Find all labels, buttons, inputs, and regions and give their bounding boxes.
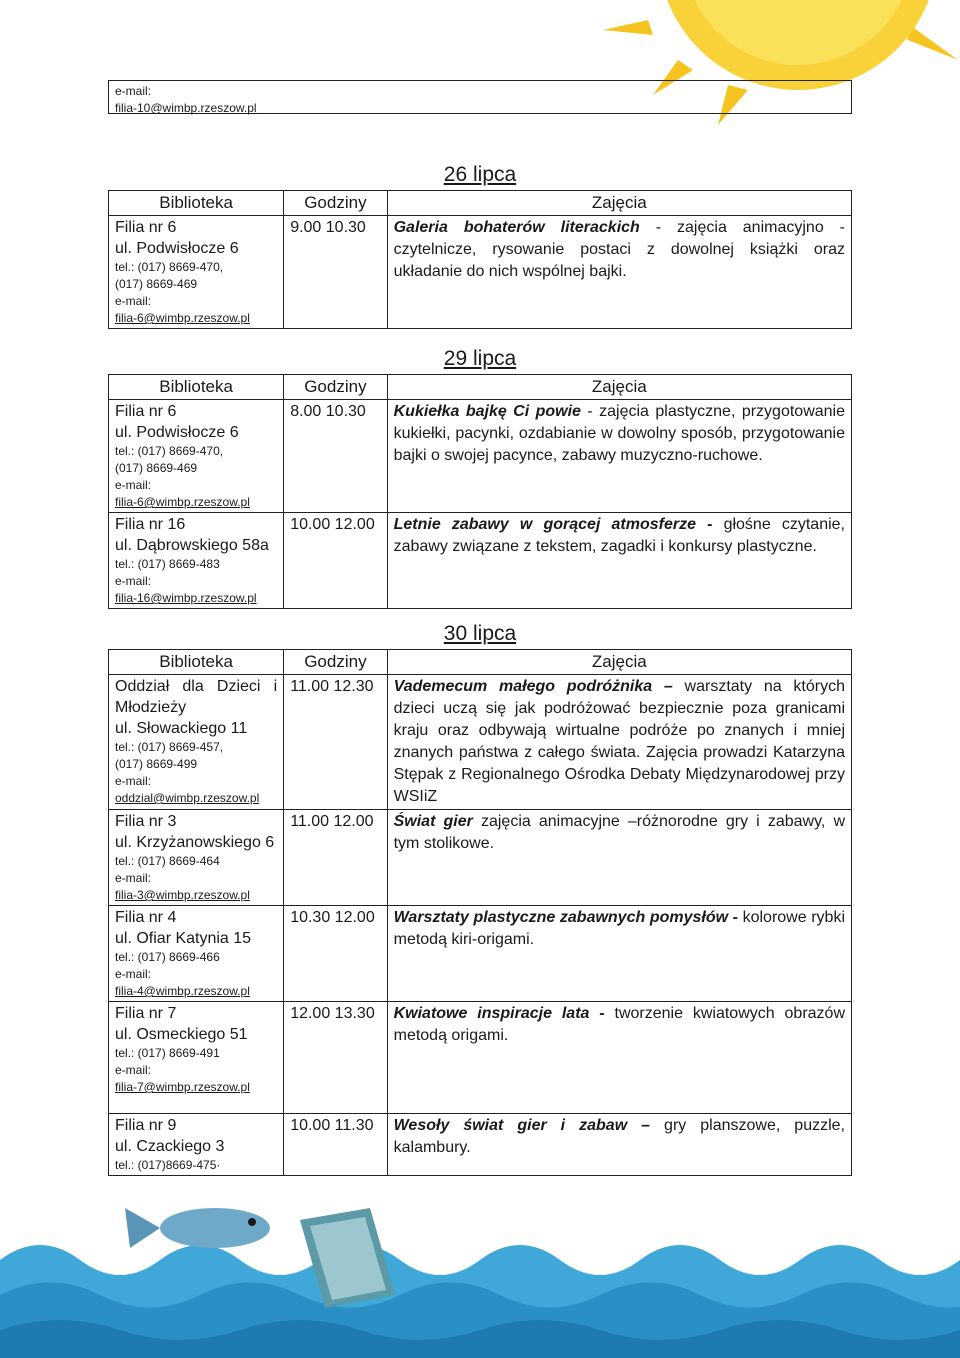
header-activities: Zajęcia [387, 650, 851, 675]
activity-text: warsztaty na których dzieci uczą się jak podróżować bezpiecznie poza granicami kraju oraz odbywają wirtualne podróże po znanych i mniej znanych państwa z całego świata. Zajęcia prowadzi Katarzyna Stępak z Regionalnego Ośrodka Debaty Międzynarodowej przy WSIiZ [393, 678, 845, 805]
library-street: ul. Ofiar Katynia 15 [115, 930, 252, 947]
header-library: Biblioteka [109, 375, 284, 400]
activity-title: Kwiatowe inspiracje lata - [393, 1005, 605, 1022]
email-label: e-mail: [115, 294, 152, 308]
table-row [109, 1002, 852, 1114]
activity-title: Świat gier [393, 813, 473, 830]
activity-title: Letnie zabawy w gorącej atmosferze - [393, 516, 713, 533]
activity-title: Kukiełka bajkę Ci powie [393, 403, 581, 420]
library-street: ul. Podwisłocze 6 [115, 424, 239, 441]
activity-text: gry planszowe, puzzle, kalambury. [393, 1117, 846, 1156]
email-link[interactable]: oddzial@wimbp.rzeszow.pl [115, 791, 260, 805]
activity-title: Wesoły świat gier i zabaw – [393, 1117, 651, 1134]
header-library: Biblioteka [109, 191, 284, 216]
email-label: e-mail: [115, 478, 152, 492]
library-name: Filia nr 6 [115, 219, 177, 236]
header-hours: Godziny [284, 650, 387, 675]
library-name: Filia nr 3 [115, 813, 177, 830]
library-street: ul. Słowackiego 11 [115, 720, 248, 737]
header-activities: Zajęcia [387, 191, 851, 216]
library-tel2: (017) 8669-499 [115, 757, 198, 771]
library-street: ul. Krzyżanowskiego 6 [115, 834, 275, 851]
activity-cell [387, 216, 851, 329]
activity-cell [387, 400, 851, 513]
library-tel: tel.: (017) 8669-483 [115, 557, 220, 571]
email-link[interactable]: filia-7@wimbp.rzeszow.pl [115, 1080, 250, 1094]
table-row [109, 513, 852, 609]
email-label: e-mail: [115, 1063, 152, 1077]
activity-text: głośne czytanie, zabawy związane z tekstem, zagadki i konkursy plastyczne. [393, 516, 845, 555]
activity-text: zajęcia animacyjne –różnorodne gry i zabawy, w tym stolikowe. [393, 813, 846, 852]
library-cell [109, 906, 284, 1002]
header-hours: Godziny [284, 375, 387, 400]
activity-title: Warsztaty plastyczne zabawnych pomysłów - [393, 909, 738, 926]
header-library: Biblioteka [109, 650, 284, 675]
header-hours: Godziny [284, 191, 387, 216]
email-link[interactable]: filia-16@wimbp.rzeszow.pl [115, 591, 257, 605]
library-tel: tel.: (017)8669-475· [115, 1158, 221, 1172]
hours-cell: 10.00 11.30 [284, 1114, 387, 1176]
library-tel: tel.: (017) 8669-470, [115, 260, 224, 274]
library-cell [109, 400, 284, 513]
table-row [109, 1114, 852, 1176]
hours-cell: 12.00 13.30 [284, 1002, 387, 1114]
library-tel2: (017) 8669-469 [115, 277, 198, 291]
library-name: Filia nr 16 [115, 516, 186, 533]
library-name: Filia nr 9 [115, 1117, 177, 1134]
day-title-29: 29 lipca [443, 347, 517, 370]
library-street: ul. Dąbrowskiego 58a [115, 537, 269, 554]
email-link[interactable]: filia-6@wimbp.rzeszow.pl [115, 495, 250, 509]
email-label: e-mail: [115, 871, 152, 885]
email-link[interactable]: filia-4@wimbp.rzeszow.pl [115, 984, 250, 998]
activity-cell [387, 1002, 851, 1114]
activity-text: - zajęcia plastyczne, przygotowanie kukiełki, pacynki, ozdabianie w dowolny sposób, przygotowanie bajki o swojej pacynce, zabawy muzyczno-ruchowe. [393, 403, 845, 464]
previous-contact-box [108, 80, 852, 114]
library-name: Filia nr 7 [115, 1005, 177, 1022]
hours-cell: 10.00 12.00 [284, 513, 387, 609]
header-row [109, 191, 852, 216]
library-name: Filia nr 6 [115, 403, 177, 420]
header-row [109, 650, 852, 675]
library-street: ul. Czackiego 3 [115, 1138, 225, 1155]
library-tel: tel.: (017) 8669-491 [115, 1046, 220, 1060]
table-row [109, 810, 852, 906]
header-activities: Zajęcia [387, 375, 851, 400]
email-label: e-mail: [115, 84, 152, 98]
hours-cell: 10.30 12.00 [284, 906, 387, 1002]
library-cell [109, 810, 284, 906]
hours-cell: 11.00 12.00 [284, 810, 387, 906]
library-cell [109, 675, 284, 810]
hours-cell: 11.00 12.30 [284, 675, 387, 810]
activity-text: tworzenie kwiatowych obrazów metodą origami. [393, 1005, 846, 1044]
activity-cell [387, 675, 851, 810]
schedule-table-29 [108, 374, 852, 609]
sun-illustration [578, 0, 960, 90]
fish-illustration [125, 1208, 270, 1248]
library-tel: tel.: (017) 8669-464 [115, 854, 220, 868]
table-row [109, 675, 852, 810]
email-label: e-mail: [115, 574, 152, 588]
library-cell [109, 1114, 284, 1176]
hours-cell: 8.00 10.30 [284, 400, 387, 513]
table-row [109, 400, 852, 513]
table-row [109, 906, 852, 1002]
library-cell [109, 216, 284, 329]
library-tel2: (017) 8669-469 [115, 461, 198, 475]
library-name: Oddział dla Dzieci i Młodzieży [115, 678, 278, 716]
schedule-table-26 [108, 190, 852, 329]
table-row [109, 216, 852, 329]
activity-text: kolorowe rybki metodą kiri-origami. [393, 909, 845, 948]
activity-title: Vademecum małego podróżnika – [393, 678, 673, 695]
activity-cell [387, 1114, 851, 1176]
email-link[interactable]: filia-10@wimbp.rzeszow.pl [115, 101, 257, 115]
email-link[interactable]: filia-6@wimbp.rzeszow.pl [115, 311, 250, 325]
library-tel: tel.: (017) 8669-457, [115, 740, 224, 754]
sea-waves-illustration [0, 1190, 960, 1358]
email-link[interactable]: filia-3@wimbp.rzeszow.pl [115, 888, 250, 902]
library-tel: tel.: (017) 8669-470, [115, 444, 224, 458]
schedule-table-30 [108, 649, 852, 1176]
activity-title: Galeria bohaterów literackich [393, 219, 640, 236]
activity-text: - zajęcia animacyjno - czytelnicze, rysowanie postaci z dowolnej książki oraz układanie do nich wspólnej bajki. [393, 219, 845, 280]
activity-cell [387, 513, 851, 609]
activity-cell [387, 810, 851, 906]
email-label: e-mail: [115, 774, 152, 788]
library-cell [109, 1002, 284, 1114]
activity-cell [387, 906, 851, 1002]
library-tel: tel.: (017) 8669-466 [115, 950, 220, 964]
day-title-26: 26 lipca [443, 163, 517, 186]
library-street: ul. Podwisłocze 6 [115, 240, 239, 257]
header-row [109, 375, 852, 400]
library-name: Filia nr 4 [115, 909, 177, 926]
hours-cell: 9.00 10.30 [284, 216, 387, 329]
email-label: e-mail: [115, 967, 152, 981]
library-street: ul. Osmeckiego 51 [115, 1026, 248, 1043]
day-title-30: 30 lipca [443, 622, 517, 645]
library-cell [109, 513, 284, 609]
